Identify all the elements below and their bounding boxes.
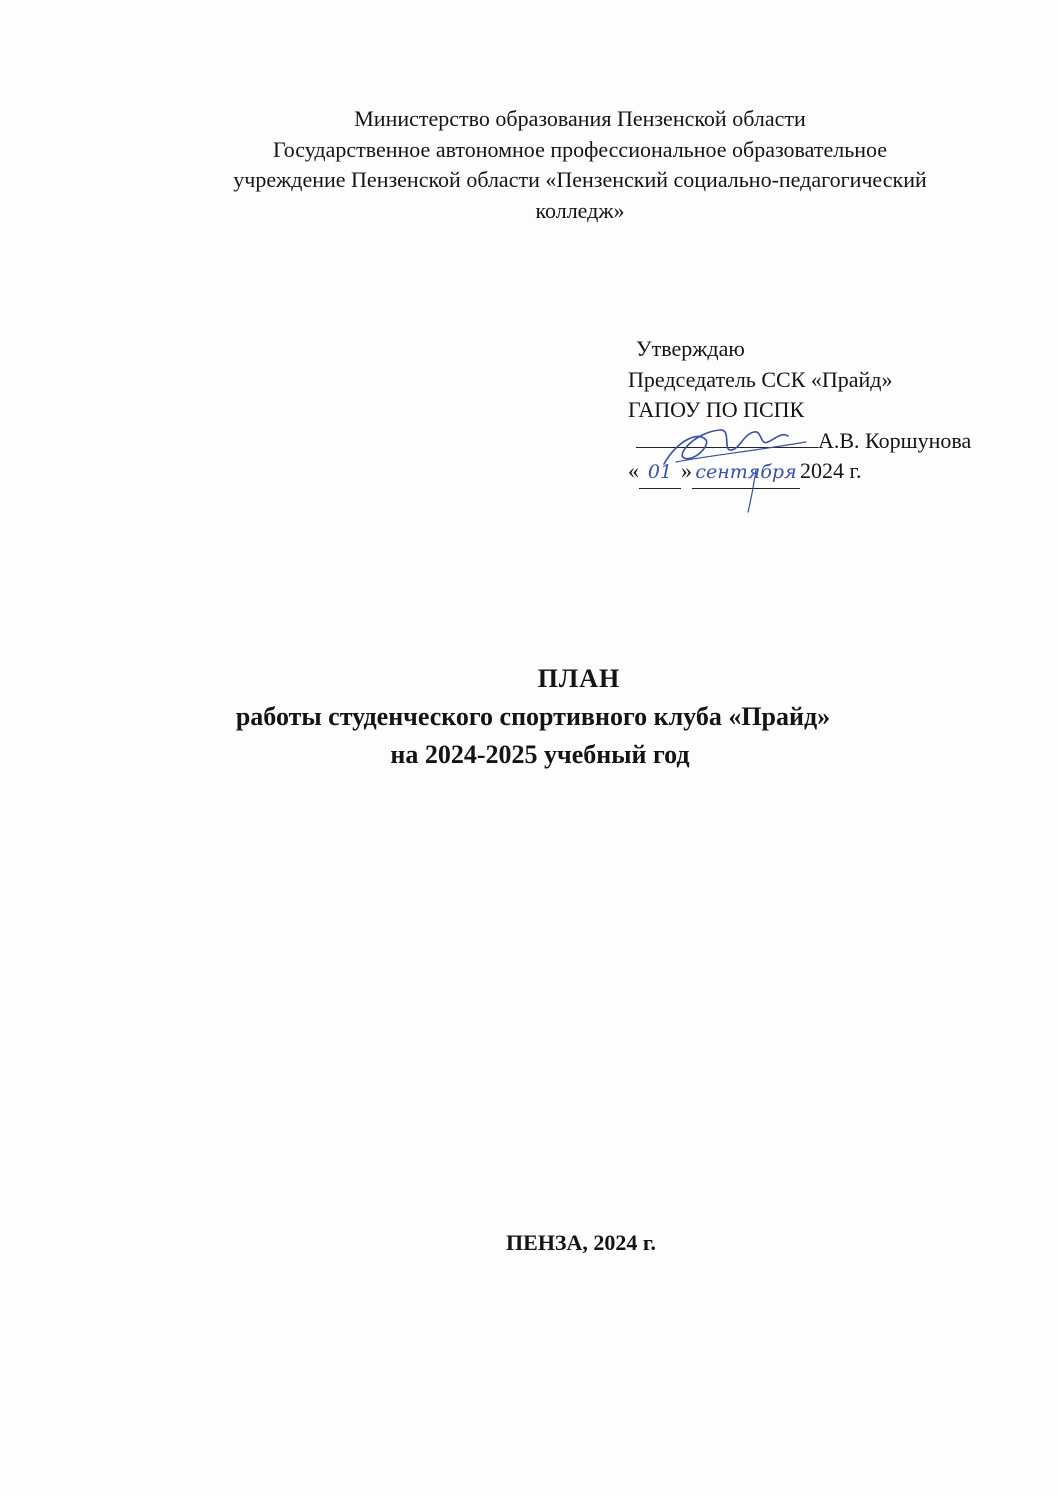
approver-position: Председатель ССК «Прайд» [628, 366, 893, 392]
title-subject: работы студенческого спортивного клуба «Прайд» [235, 702, 831, 731]
approval-date [628, 456, 1048, 489]
date-day: 01 [639, 457, 681, 489]
institution-line-1: Государственное автономное профессиональное образовательное [272, 136, 888, 162]
institution-line-2: учреждение Пензенской области «Пензенский социально-педагогический [233, 167, 927, 192]
signature-line [628, 426, 1048, 457]
ministry-line: Министерство образования Пензенской области [354, 106, 806, 131]
signatory-name: А.В. Коршунова [818, 427, 972, 453]
institution-header [120, 104, 1040, 226]
title-period: на 2024-2025 учебный год [390, 740, 690, 769]
document-title [0, 660, 1058, 774]
signature-blank [636, 427, 818, 448]
approval-block [628, 334, 1048, 489]
institution-line-3: колледж» [535, 197, 625, 223]
date-month: сентября [692, 457, 800, 489]
city-year: ПЕНЗА, 2024 г. [506, 1230, 656, 1255]
date-year: 2024 г. [800, 458, 862, 483]
date-close-quote: » [681, 458, 692, 483]
approver-organization: ГАПОУ ПО ПСПК [628, 397, 805, 422]
title-plan: ПЛАН [537, 664, 621, 693]
date-open-quote: « [628, 458, 639, 483]
approve-label: Утверждаю [636, 336, 745, 361]
